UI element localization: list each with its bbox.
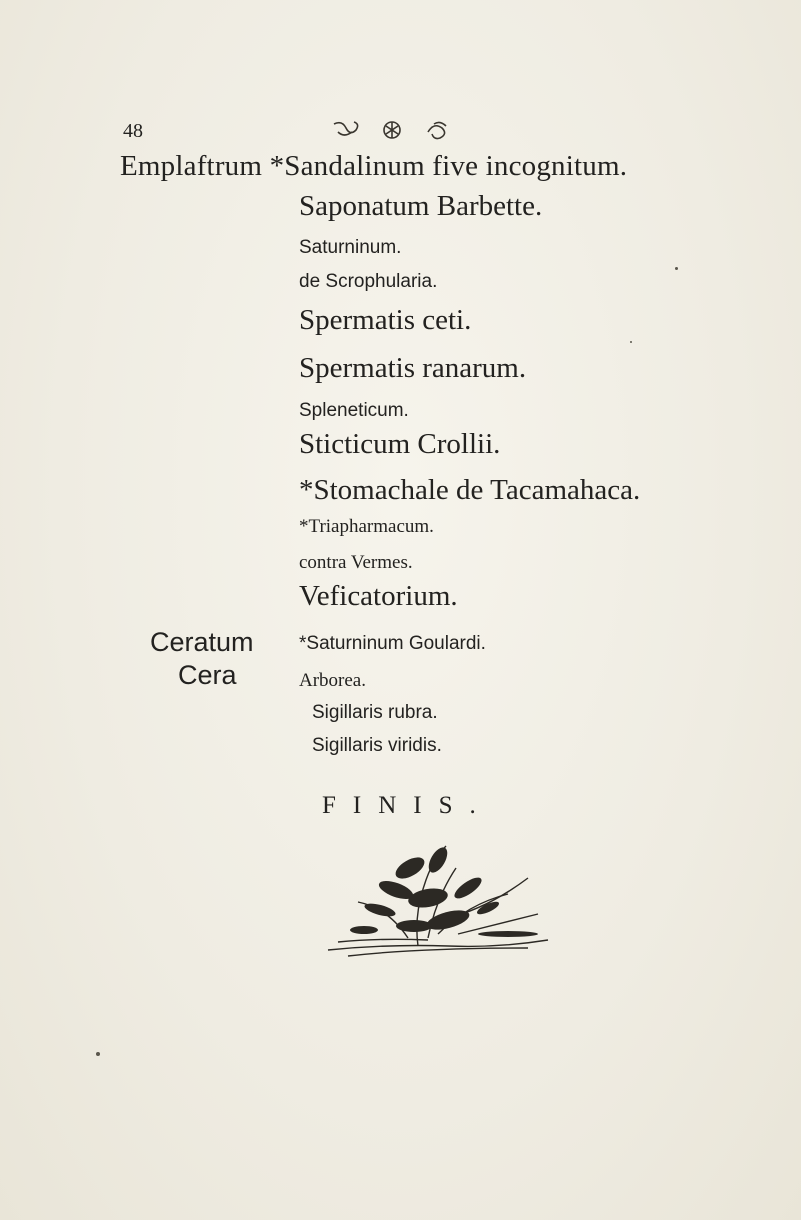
- foliage-vignette-icon: [318, 838, 558, 966]
- entry-sticticum: Sticticum Crollii.: [299, 428, 501, 460]
- ornament-icon: [330, 118, 454, 142]
- entry-spleneticum: Spleneticum.: [299, 400, 409, 421]
- section-label-ceratum: Ceratum: [150, 627, 254, 657]
- entry-contra-vermes: contra Vermes.: [299, 552, 413, 573]
- ceratum-item: Arborea.: [299, 670, 366, 691]
- ceratum-item: Sigillaris viridis.: [312, 735, 442, 756]
- entry-saponatum: Saponatum Barbette.: [299, 190, 543, 222]
- entry-scrophularia: de Scrophularia.: [299, 271, 438, 292]
- page-number: 48: [123, 120, 143, 142]
- entry-triapharmacum: *Triapharmacum.: [299, 516, 434, 537]
- ceratum-item: Sigillaris rubra.: [312, 702, 438, 723]
- entry-spermatis-ranarum: Spermatis ranarum.: [299, 352, 527, 384]
- paper-speck: [675, 267, 678, 270]
- entry-vesicatorium: Veficatorium.: [299, 580, 458, 612]
- entry-emplastrum: Emplaftrum *Sandalinum five incognitum.: [120, 150, 628, 182]
- finis-text: FINIS.: [322, 792, 493, 819]
- ceratum-item: *Saturninum Goulardi.: [299, 633, 486, 654]
- entry-spermatis-ceti: Spermatis ceti.: [299, 304, 472, 336]
- paper-speck: [630, 341, 632, 343]
- section-label-cera: Cera: [178, 660, 237, 690]
- entry-saturninum: Saturninum.: [299, 237, 402, 258]
- entry-stomachale: *Stomachale de Tacamahaca.: [299, 474, 641, 506]
- paper-speck: [96, 1052, 100, 1056]
